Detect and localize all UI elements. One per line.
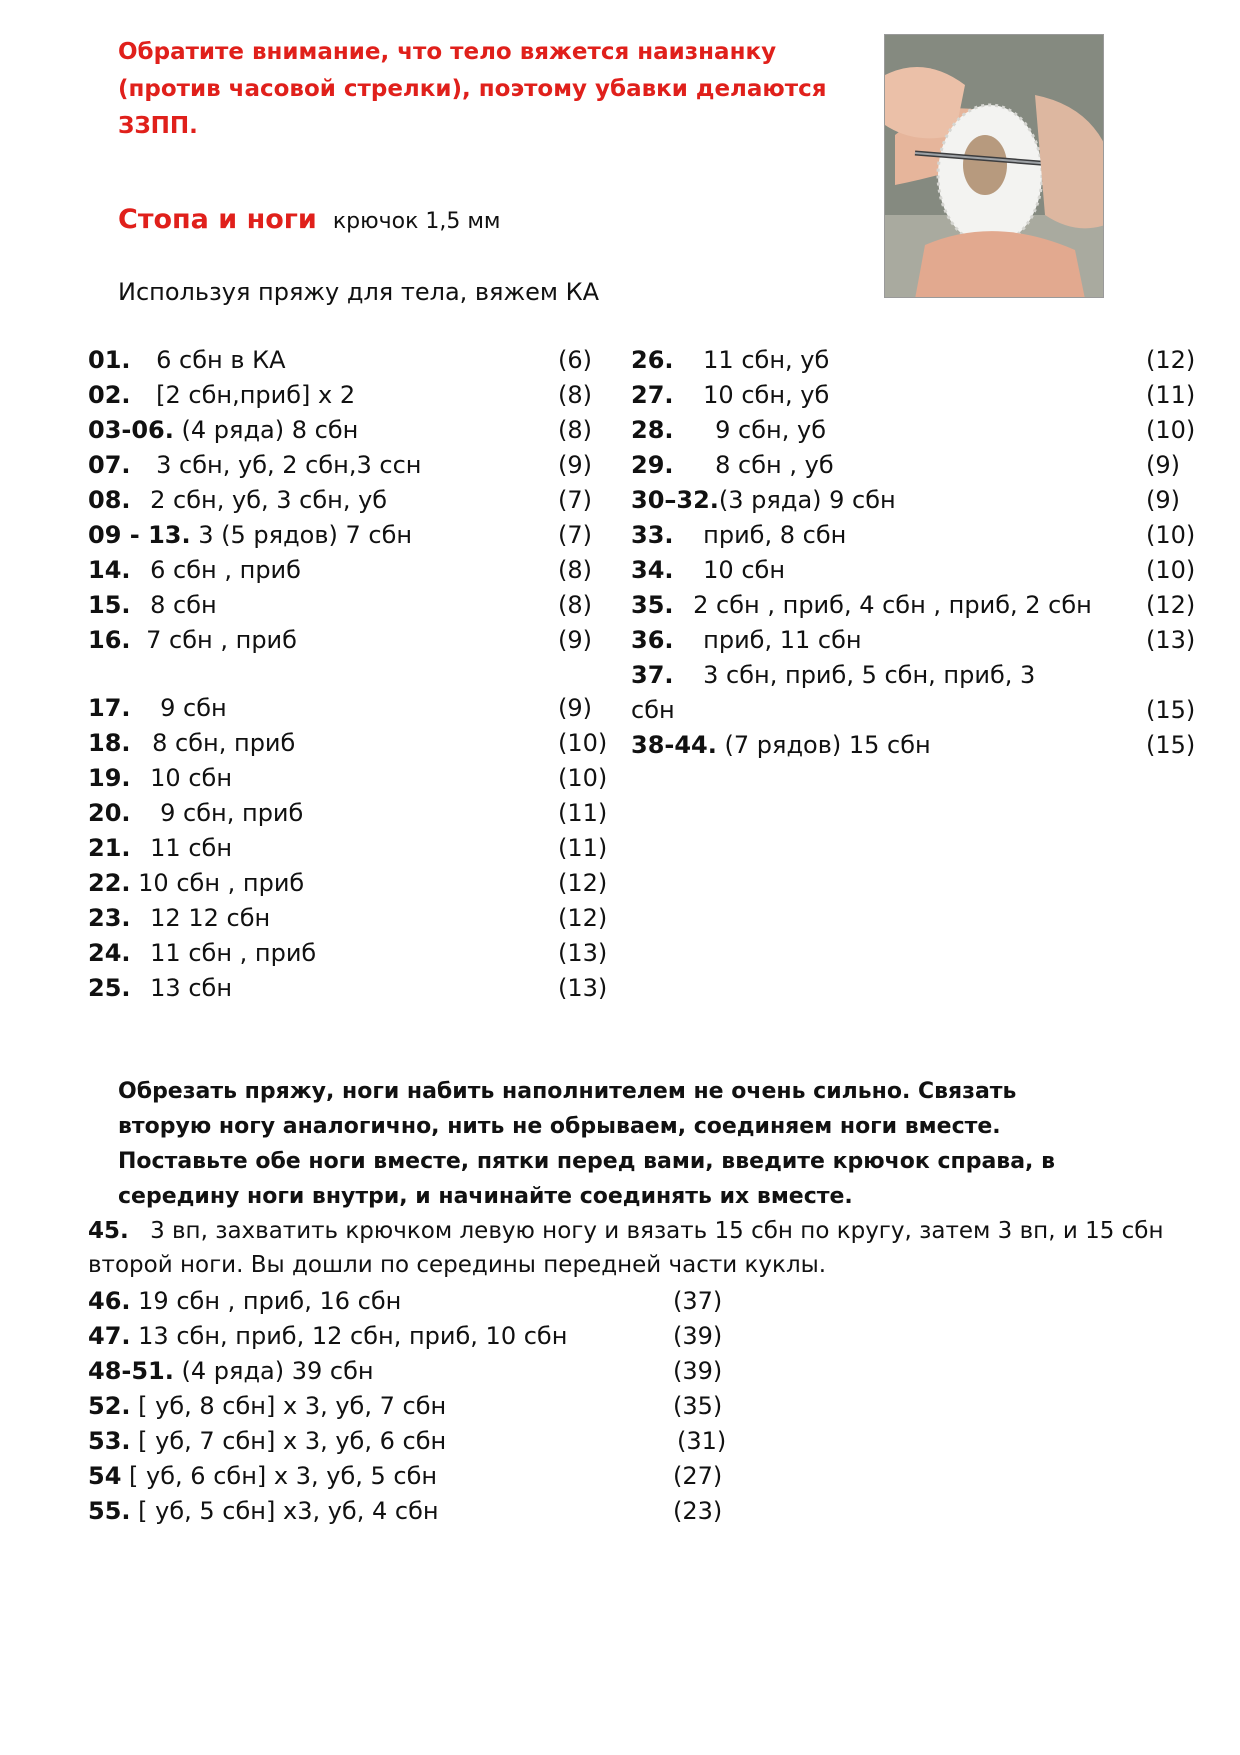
pattern-row: 55. [ уб, 5 сбн] х3, уб, 4 сбн (23) xyxy=(88,1497,723,1525)
rows-left-column xyxy=(88,343,608,1006)
rows-right-column xyxy=(631,343,1196,763)
pattern-row: 37. 3 сбн, приб, 5 сбн, приб, 3 xyxy=(631,661,1036,689)
yarn-instruction: Используя пряжу для тела, вяжем КА xyxy=(118,278,600,306)
pattern-row: 46. 19 сбн , приб, 16 сбн (37) xyxy=(88,1287,723,1315)
pattern-row: 25. 13 сбн (13) xyxy=(88,974,608,1002)
pattern-row: 54 [ уб, 6 сбн] х 3, уб, 5 сбн (27) xyxy=(88,1462,723,1490)
pattern-row: 17. 9 сбн (9) xyxy=(88,694,592,722)
pattern-row: 48-51. (4 ряда) 39 сбн (39) xyxy=(88,1357,723,1385)
pattern-row: 22. 10 сбн , приб (12) xyxy=(88,869,608,897)
pattern-row: 29. 8 сбн , уб (9) xyxy=(631,451,1180,479)
pattern-row: 14. 6 сбн , приб (8) xyxy=(88,556,592,584)
row-45-number: 45. xyxy=(88,1218,129,1244)
crochet-photo-illustration xyxy=(885,35,1104,298)
pattern-row: 28. 9 сбн, уб (10) xyxy=(631,416,1196,444)
joining-instructions: Обрезать пряжу, ноги набить наполнителем не очень сильно. Связать вторую ногу аналогично, нить не обрываем, соединяем ноги вместе. Поставьте обе ноги вместе, пятки перед вами, введите крючок справа, в середину ноги внутри, и начинайте соединять их вместе. xyxy=(118,1079,1055,1209)
warning-note: Обратите внимание, что тело вяжется наизнанку (против часовой стрелки), поэтому убавки делаются ЗЗПП. xyxy=(118,39,827,139)
pattern-row: 24. 11 сбн , приб (13) xyxy=(88,939,608,967)
pattern-row: 19. 10 сбн (10) xyxy=(88,764,608,792)
pattern-row: 21. 11 сбн (11) xyxy=(88,834,608,862)
pattern-row: 33. приб, 8 сбн (10) xyxy=(631,521,1196,549)
row-45 xyxy=(88,1214,1168,1282)
pattern-row: 30–32.(3 ряда) 9 сбн (9) xyxy=(631,486,1180,514)
pattern-row: 38-44. (7 рядов) 15 сбн (15) xyxy=(631,731,1196,759)
pattern-row: 07. 3 сбн, уб, 2 сбн,3 ссн (9) xyxy=(88,451,592,479)
pattern-row: 15. 8 сбн (8) xyxy=(88,591,592,619)
pattern-row: 53. [ уб, 7 сбн] х 3, уб, 6 сбн (31) xyxy=(88,1427,727,1455)
pattern-row-continuation: сбн (15) xyxy=(631,696,1196,724)
pattern-row: 18. 8 сбн, приб (10) xyxy=(88,729,608,757)
pattern-row: 01. 6 сбн в КА (6) xyxy=(88,346,592,374)
rows-bottom xyxy=(88,1284,748,1529)
pattern-row: 03-06. (4 ряда) 8 сбн (8) xyxy=(88,416,592,444)
pattern-row: 52. [ уб, 8 сбн] х 3, уб, 7 сбн (35) xyxy=(88,1392,723,1420)
pattern-row: 16. 7 сбн , приб (9) xyxy=(88,626,592,654)
section-title: Стопа и ноги xyxy=(118,204,317,235)
pattern-row: 47. 13 сбн, приб, 12 сбн, приб, 10 сбн (39) xyxy=(88,1322,723,1350)
pattern-row: 26. 11 сбн, уб (12) xyxy=(631,346,1196,374)
pattern-row: 20. 9 сбн, приб (11) xyxy=(88,799,608,827)
crochet-photo xyxy=(884,34,1104,298)
row-45-text: 3 вп, захватить крючком левую ногу и вязать 15 сбн по кругу, затем 3 вп, и 15 сбн второй ноги. Вы дошли по середины передней части куклы. xyxy=(88,1218,1164,1278)
pattern-row: 35. 2 сбн , приб, 4 сбн , приб, 2 сбн (12) xyxy=(631,591,1196,619)
pattern-row: 36. приб, 11 сбн (13) xyxy=(631,626,1196,654)
pattern-row: 34. 10 сбн (10) xyxy=(631,556,1196,584)
pattern-row: 08. 2 сбн, уб, 3 сбн, уб (7) xyxy=(88,486,592,514)
pattern-row: 23. 12 12 сбн (12) xyxy=(88,904,608,932)
pattern-row: 02. [2 сбн,приб] х 2 (8) xyxy=(88,381,592,409)
pattern-row: 09 - 13. 3 (5 рядов) 7 сбн (7) xyxy=(88,521,592,549)
section-heading xyxy=(118,202,501,240)
pattern-row: 27. 10 сбн, уб (11) xyxy=(631,381,1196,409)
hook-size: крючок 1,5 мм xyxy=(332,209,501,234)
